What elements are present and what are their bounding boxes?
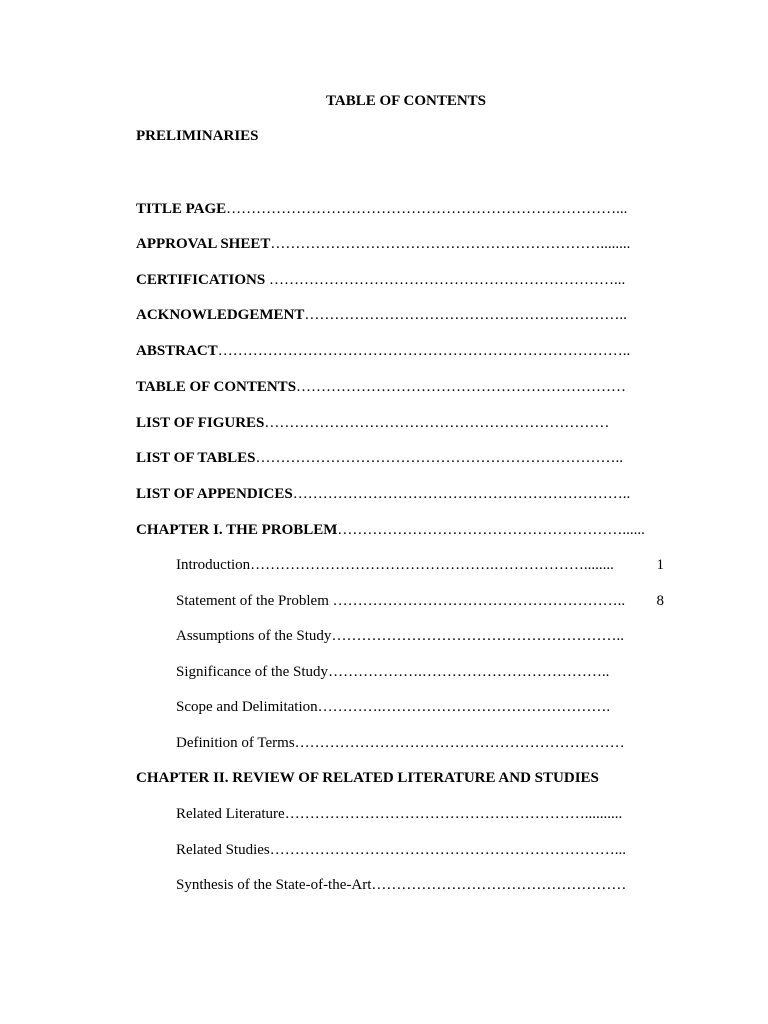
toc-entry-label: TITLE PAGE	[136, 201, 227, 217]
toc-subentry-label: Introduction	[176, 557, 251, 573]
page-number: 1	[656, 557, 664, 573]
page-number: 8	[656, 593, 664, 609]
toc-entry-label: APPROVAL SHEET	[136, 236, 271, 252]
dot-leader: ……………………………………………………………	[264, 415, 610, 431]
dot-leader: ………………………………………………………..	[304, 307, 627, 323]
toc-subentry-related-literature	[176, 804, 622, 824]
page-title: TABLE OF CONTENTS	[325, 93, 487, 109]
toc-entry-certifications	[136, 270, 625, 290]
toc-entry-approval-sheet	[136, 234, 630, 254]
toc-subentry-label: Definition of Terms	[176, 735, 295, 751]
toc-subentry-label: Synthesis of the State-of-the-Art	[176, 877, 372, 893]
toc-subentry-label: Scope and Delimitation	[176, 699, 318, 715]
dot-leader: ……………………………………………	[371, 877, 627, 893]
toc-subentry-statement-of-the-problem	[176, 591, 625, 611]
dot-leader: ………….……………………………………….	[317, 699, 611, 715]
toc-subentry-assumptions	[176, 626, 624, 646]
toc-entry-label: LIST OF APPENDICES	[136, 486, 293, 502]
toc-entry-title-page	[136, 199, 627, 219]
toc-subentry-scope-and-delimitation	[176, 697, 610, 717]
toc-subentry-label: Significance of the Study	[176, 664, 329, 680]
toc-entry-label: CERTIFICATIONS	[136, 272, 266, 288]
dot-leader: …………………………………………………..	[331, 628, 624, 644]
dot-leader: ……………….………………………………..	[328, 664, 610, 680]
dot-leader: …………………………………………………………	[294, 735, 625, 751]
toc-subentry-label: Assumptions of the Study	[176, 628, 332, 644]
dot-leader: ……………………………………………………..........	[284, 806, 623, 822]
toc-subentry-definition-of-terms	[176, 733, 625, 753]
dot-leader: …………………………………………………..	[328, 593, 626, 609]
toc-entry-abstract	[136, 341, 630, 361]
dot-leader: ……………………………………………………………...	[269, 842, 626, 858]
dot-leader: …………………………………………………......	[337, 522, 645, 538]
toc-subentry-label: Related Literature	[176, 806, 285, 822]
toc-subentry-significance	[176, 662, 609, 682]
toc-entry-label: ABSTRACT	[136, 343, 218, 359]
dot-leader: ………………………………………….………………........	[250, 557, 614, 573]
toc-subentry-related-studies	[176, 840, 626, 860]
dot-leader: …………………………………………………………........	[270, 236, 631, 252]
toc-entry-acknowledgement	[136, 305, 627, 325]
toc-entry-list-of-tables	[136, 448, 623, 468]
toc-subentry-synthesis	[176, 875, 626, 895]
dot-leader: ……………………………………………………………...	[265, 272, 626, 288]
toc-subentry-label: Related Studies	[176, 842, 270, 858]
dot-leader: ………………………………………………………………………..	[217, 343, 631, 359]
toc-entry-label: TABLE OF CONTENTS	[136, 379, 297, 395]
toc-subentry-label: Statement of the Problem	[176, 593, 329, 609]
toc-chapter-label: CHAPTER I. THE PROBLEM	[136, 522, 338, 538]
toc-entry-list-of-figures	[136, 413, 609, 433]
dot-leader: ………………………………………………………………..	[255, 450, 624, 466]
section-heading-preliminaries: PRELIMINARIES	[136, 128, 259, 144]
toc-entry-table-of-contents	[136, 377, 626, 397]
toc-entry-list-of-appendices	[136, 484, 630, 504]
dot-leader: ……………………………………………………………………...	[226, 201, 628, 217]
toc-entry-label: LIST OF TABLES	[136, 450, 256, 466]
toc-entry-label: ACKNOWLEDGEMENT	[136, 307, 305, 323]
dot-leader: …………………………………………………………	[296, 379, 627, 395]
toc-chapter-1	[136, 520, 645, 540]
toc-subentry-introduction	[176, 555, 614, 575]
dot-leader: …………………………………………………………..	[292, 486, 631, 502]
toc-chapter-2: CHAPTER II. REVIEW OF RELATED LITERATURE AND STUDIES	[136, 770, 599, 786]
toc-entry-label: LIST OF FIGURES	[136, 415, 265, 431]
